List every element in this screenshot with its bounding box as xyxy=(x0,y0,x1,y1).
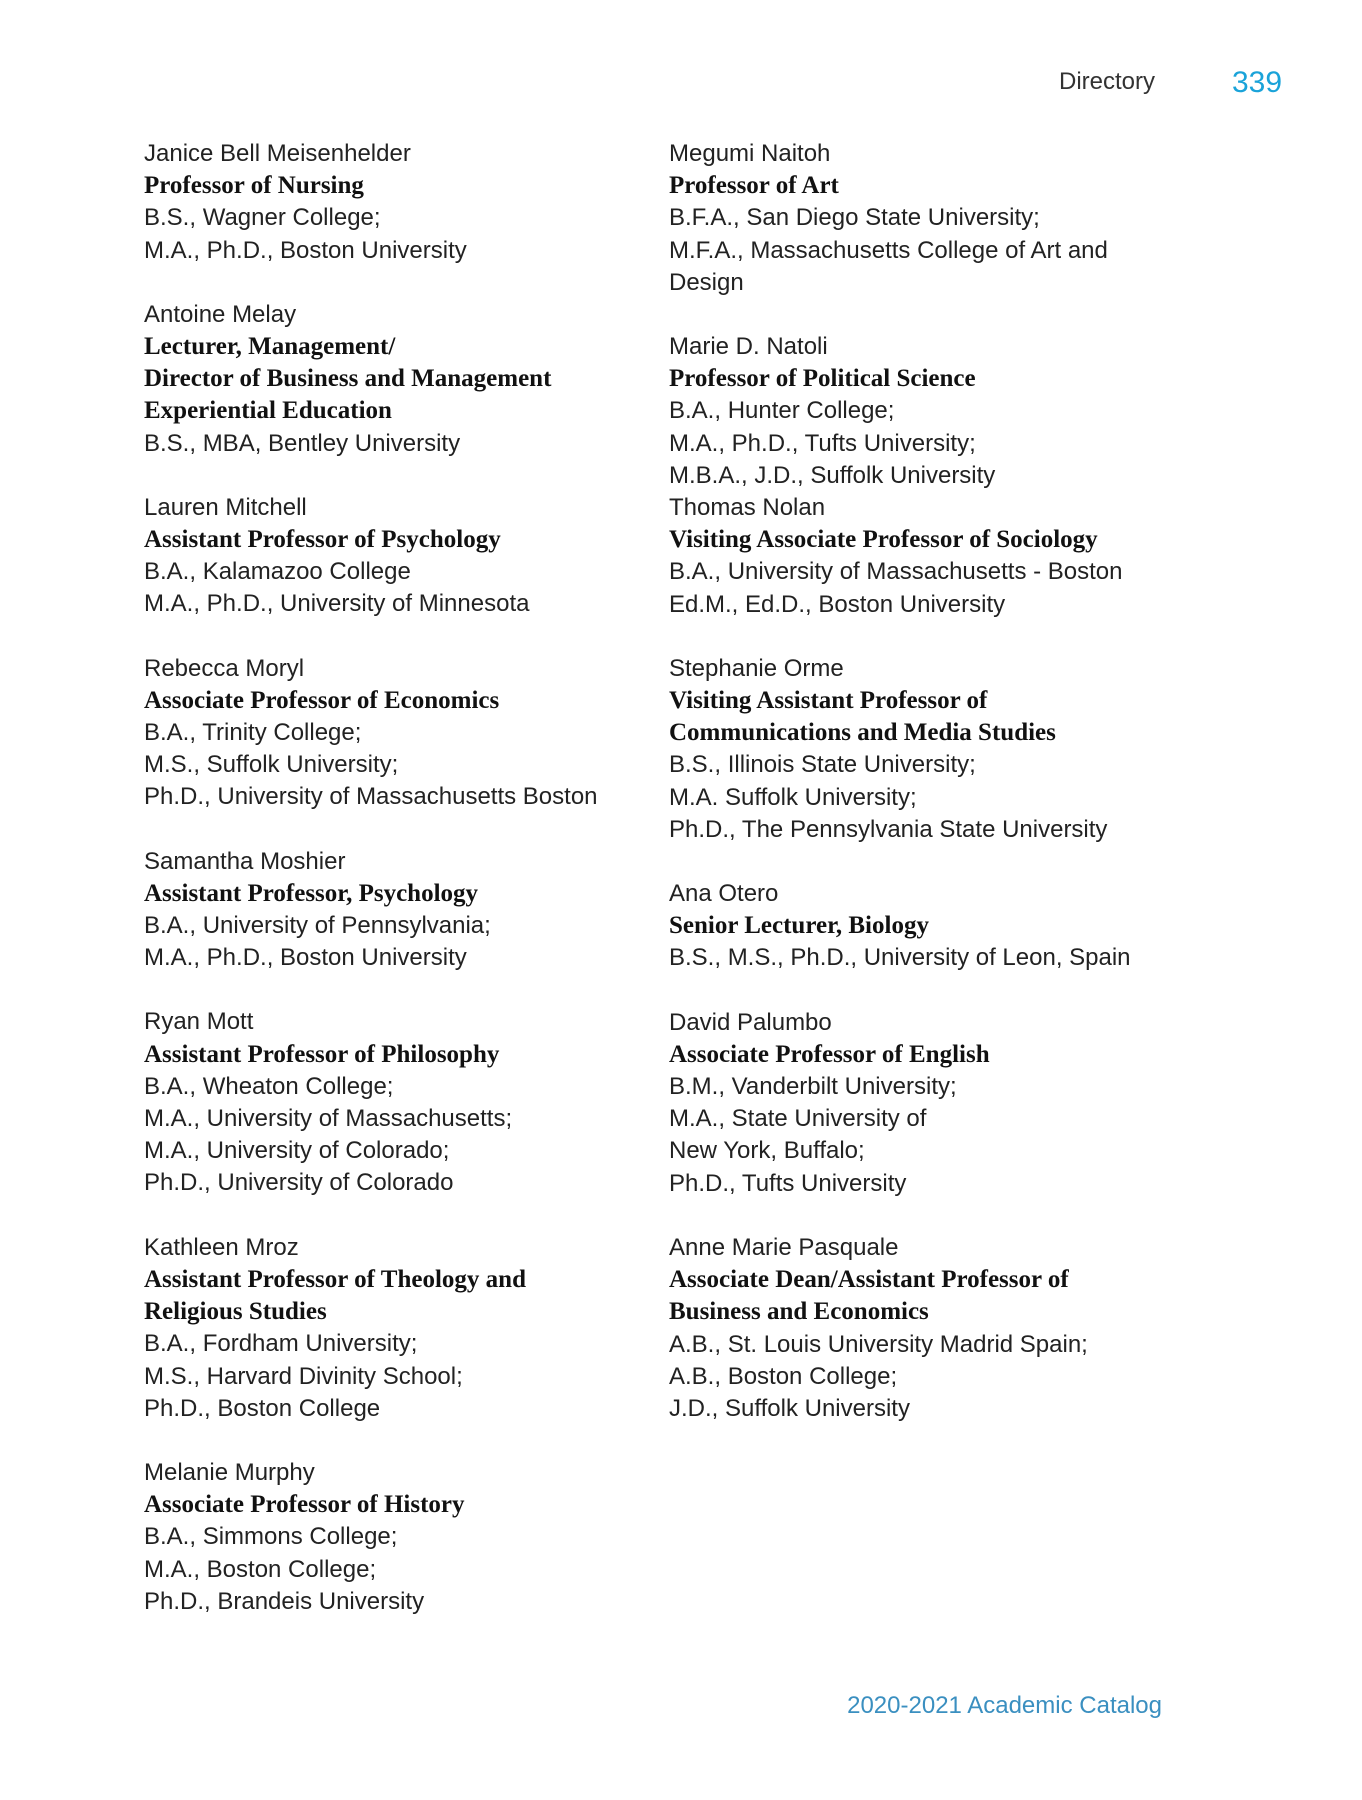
faculty-degree: B.F.A., San Diego State University; xyxy=(669,204,1040,232)
faculty-name: Megumi Naitoh xyxy=(669,140,831,167)
faculty-degree: M.A., State University of xyxy=(669,1105,927,1133)
faculty-degree: B.A., University of Massachusetts - Boston xyxy=(669,558,1123,586)
faculty-degree: B.A., Wheaton College; xyxy=(144,1072,394,1100)
faculty-title: Experiential Education xyxy=(144,397,392,425)
directory-entry xyxy=(669,492,1169,621)
faculty-degree: M.F.A., Massachusetts College of Art and xyxy=(669,236,1108,264)
directory-entry xyxy=(144,846,644,975)
faculty-degree: M.A., University of Massachusetts; xyxy=(144,1105,513,1133)
faculty-degree: B.M., Vanderbilt University; xyxy=(669,1073,957,1101)
faculty-name: David Palumbo xyxy=(669,1008,832,1036)
faculty-title: Assistant Professor of Theology and xyxy=(144,1265,526,1293)
directory-entry xyxy=(669,331,1169,492)
faculty-name: Rebecca Moryl xyxy=(144,654,305,682)
faculty-degree: B.S., MBA, Bentley University xyxy=(144,429,461,457)
faculty-degree: B.S., M.S., Ph.D., University of Leon, Spain xyxy=(669,944,1131,972)
faculty-degree: B.A., Simmons College; xyxy=(144,1523,398,1551)
faculty-title: Communications and Media Studies xyxy=(669,719,1056,747)
faculty-title: Visiting Assistant Professor of xyxy=(669,687,988,715)
catalog-footer: 2020-2021 Academic Catalog xyxy=(847,1692,1162,1719)
faculty-name: Kathleen Mroz xyxy=(144,1233,299,1261)
directory-column-left xyxy=(144,138,644,1650)
directory-entry xyxy=(144,1232,644,1425)
faculty-name: Ryan Mott xyxy=(144,1008,254,1036)
faculty-degree: M.S., Harvard Divinity School; xyxy=(144,1362,463,1390)
faculty-degree: A.B., Boston College; xyxy=(669,1362,898,1390)
faculty-degree: Ph.D., University of Colorado xyxy=(144,1169,454,1197)
faculty-degree: M.A. Suffolk University; xyxy=(669,783,917,811)
directory-entry xyxy=(144,653,644,814)
faculty-name: Marie D. Natoli xyxy=(669,333,828,361)
faculty-degree: B.A., University of Pennsylvania; xyxy=(144,912,491,940)
faculty-name: Lauren Mitchell xyxy=(144,493,307,521)
faculty-degree: M.A., Boston College; xyxy=(144,1555,377,1583)
faculty-degree: A.B., St. Louis University Madrid Spain; xyxy=(669,1330,1088,1358)
faculty-title: Professor of Art xyxy=(669,172,839,200)
faculty-title: Assistant Professor of Philosophy xyxy=(144,1040,500,1068)
faculty-degree: B.S., Illinois State University; xyxy=(669,751,976,779)
faculty-title: Professor of Nursing xyxy=(144,172,364,200)
directory-entry xyxy=(669,1007,1169,1200)
faculty-degree: B.A., Kalamazoo College xyxy=(144,558,411,586)
faculty-name: Anne Marie Pasquale xyxy=(669,1233,899,1261)
directory-entry xyxy=(144,492,644,621)
faculty-degree: M.A., University of Colorado; xyxy=(144,1137,450,1165)
faculty-name: Ana Otero xyxy=(669,880,779,908)
faculty-name: Antoine Melay xyxy=(144,300,297,328)
faculty-title: Lecturer, Management/ xyxy=(144,333,396,361)
faculty-title: Visiting Associate Professor of Sociology xyxy=(669,526,1098,554)
directory-column-right xyxy=(669,138,1169,1457)
faculty-name: Stephanie Orme xyxy=(669,654,844,682)
faculty-degree: B.A., Hunter College; xyxy=(669,397,895,425)
faculty-name: Samantha Moshier xyxy=(144,847,346,875)
faculty-degree: M.S., Suffolk University; xyxy=(144,751,399,779)
faculty-name: Janice Bell Meisenhelder xyxy=(144,140,411,167)
faculty-degree: B.A., Trinity College; xyxy=(144,719,362,747)
faculty-degree: Ph.D., Brandeis University xyxy=(144,1587,425,1615)
faculty-title: Associate Professor of English xyxy=(669,1040,990,1068)
faculty-title: Director of Business and Management xyxy=(144,365,552,393)
directory-entry xyxy=(144,138,644,267)
faculty-name: Thomas Nolan xyxy=(669,494,826,522)
faculty-degree: Ph.D., University of Massachusetts Boston xyxy=(144,783,598,811)
directory-entry xyxy=(144,299,644,460)
page-number: 339 xyxy=(1232,66,1283,99)
faculty-title: Associate Professor of History xyxy=(144,1491,465,1519)
faculty-degree: Ph.D., Tufts University xyxy=(669,1169,907,1197)
running-header-section: Directory xyxy=(1059,68,1156,95)
faculty-title: Assistant Professor, Psychology xyxy=(144,879,479,907)
directory-entry xyxy=(669,653,1169,846)
faculty-degree: B.A., Fordham University; xyxy=(144,1330,418,1358)
faculty-title: Professor of Political Science xyxy=(669,365,976,393)
faculty-title: Senior Lecturer, Biology xyxy=(669,912,929,940)
faculty-degree: J.D., Suffolk University xyxy=(669,1394,910,1422)
faculty-degree: M.A., Ph.D., Boston University xyxy=(144,236,467,264)
directory-entry xyxy=(669,1232,1169,1425)
faculty-degree: Ph.D., Boston College xyxy=(144,1394,381,1422)
faculty-degree: M.B.A., J.D., Suffolk University xyxy=(669,461,996,489)
faculty-title: Associate Professor of Economics xyxy=(144,686,500,714)
directory-entry xyxy=(144,1457,644,1618)
faculty-title: Business and Economics xyxy=(669,1298,929,1326)
faculty-degree: New York, Buffalo; xyxy=(669,1137,865,1165)
faculty-degree: Design xyxy=(669,268,744,296)
faculty-title: Religious Studies xyxy=(144,1298,327,1326)
faculty-name: Melanie Murphy xyxy=(144,1458,315,1486)
faculty-degree: M.A., Ph.D., University of Minnesota xyxy=(144,590,530,618)
faculty-degree: M.A., Ph.D., Tufts University; xyxy=(669,429,976,457)
faculty-degree: M.A., Ph.D., Boston University xyxy=(144,944,467,972)
faculty-degree: B.S., Wagner College; xyxy=(144,204,381,232)
faculty-degree: Ed.M., Ed.D., Boston University xyxy=(669,590,1006,618)
directory-entry xyxy=(669,138,1169,299)
directory-entry xyxy=(144,1006,644,1199)
faculty-title: Assistant Professor of Psychology xyxy=(144,526,501,554)
faculty-degree: Ph.D., The Pennsylvania State University xyxy=(669,815,1108,843)
directory-entry xyxy=(669,878,1169,975)
faculty-title: Associate Dean/Assistant Professor of xyxy=(669,1266,1069,1294)
